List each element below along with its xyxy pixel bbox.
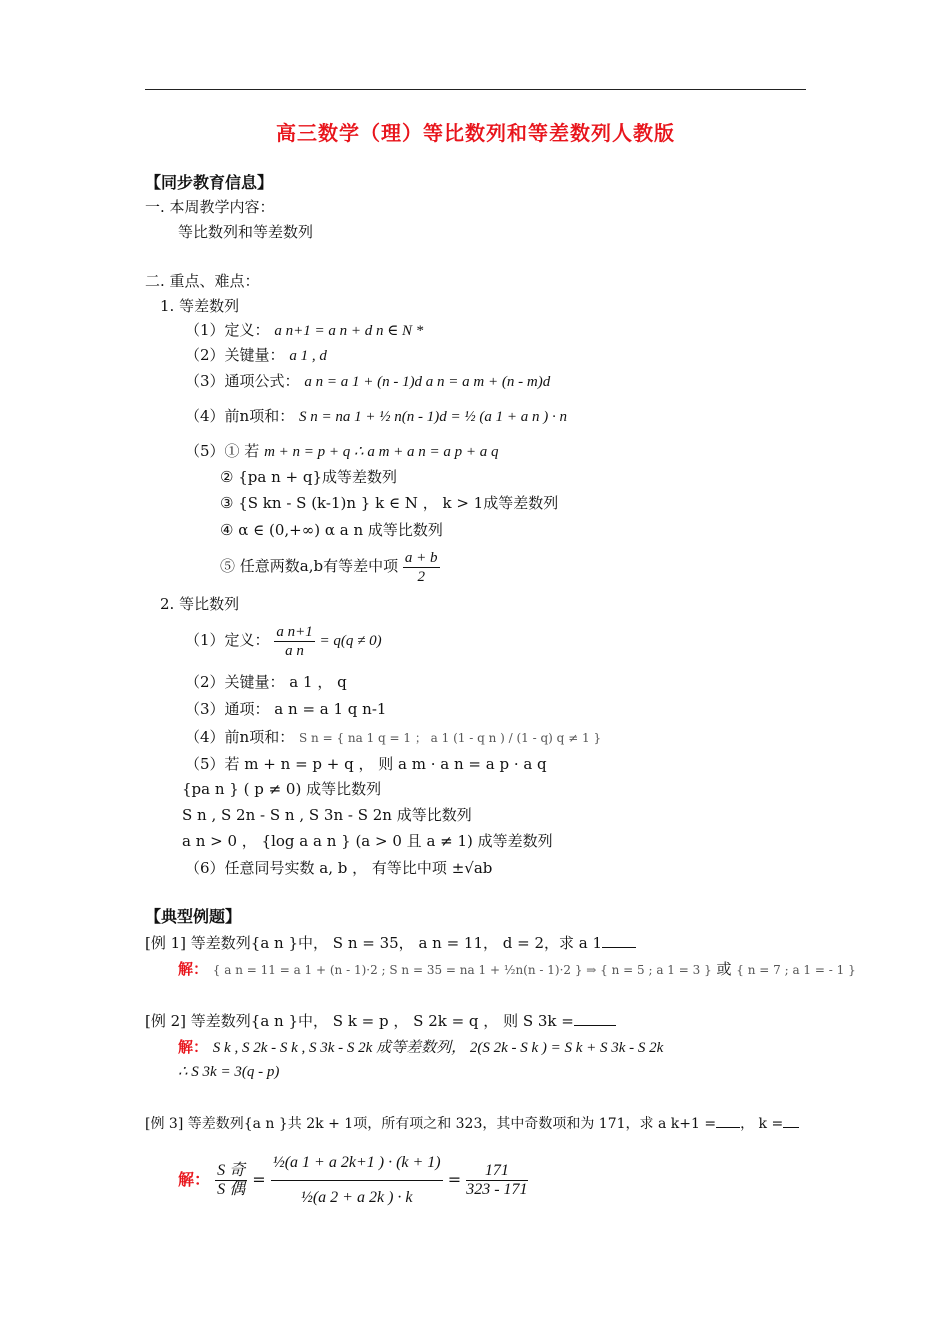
geom-general: （3）通项： a n = a 1 q n-1 bbox=[185, 700, 387, 718]
arith-p5-4: ④ α ∈ (0,+∞) α a n 成等比数列 bbox=[220, 521, 443, 539]
geom-def-num: a n+1 bbox=[276, 623, 313, 640]
ex2-question: [例 2] 等差数列{a n }中， S k = p ， S 2k = q ， 则 S 3k = bbox=[145, 1012, 574, 1030]
ex3-jie-label: 解： bbox=[178, 1170, 211, 1189]
ex3-lhs-num: S 奇 bbox=[217, 1162, 246, 1179]
ex3-blank-2 bbox=[783, 1113, 799, 1128]
example-1 bbox=[145, 933, 636, 953]
geom-def-den: a n bbox=[285, 642, 304, 659]
arith-def-formula: a n+1 = a n + d n ∈ N * bbox=[274, 323, 424, 339]
ex1-or: 或 bbox=[716, 960, 732, 978]
ex1-question: [例 1] 等差数列{a n }中， S n = 35， a n = 11， d = 2，求 a 1 bbox=[145, 934, 603, 952]
arith-def bbox=[185, 320, 423, 341]
geom-sum-formula: S n = { na 1 q = 1 ； a 1 (1 - q n ) / (1 - q) q ≠ 1 } bbox=[299, 731, 602, 745]
ex3-question: [例 3] 等差数列{a n }共 2k + 1项，所有项之和 323，其中奇数项和为 171，求 a k+1 = bbox=[145, 1116, 717, 1132]
section-sync-info: 【同步教育信息】 bbox=[145, 173, 274, 192]
geom-p5-a: {pa n } ( p ≠ 0) 成等比数列 bbox=[182, 780, 382, 798]
ex2-solution-result: ∴ S 3k = 3(q - p) bbox=[178, 1064, 280, 1080]
arith-key-label: （2）关键量： bbox=[185, 346, 285, 364]
geom-p6: （6）任意同号实数 a, b ， 有等比中项 ±√ab bbox=[185, 859, 493, 877]
arith-general-formula: a n = a 1 + (n - 1)d a n = a m + (n - m)d bbox=[304, 374, 551, 390]
arith-p5-label: （5）① 若 bbox=[185, 442, 260, 460]
ex3-rhs-fraction bbox=[466, 1162, 527, 1199]
ex3-mid-den: ½(a 2 + a 2k ) · k bbox=[300, 1189, 413, 1206]
ex1-solution bbox=[178, 959, 856, 980]
arith-p5-1 bbox=[185, 441, 499, 462]
arith-heading: 1. 等差数列 bbox=[160, 297, 240, 315]
section-examples: 【典型例题】 bbox=[145, 907, 242, 926]
arith-p5-2: ② {pa n + q}成等差数列 bbox=[220, 468, 397, 486]
ex1-solution-system: { a n = 11 = a 1 + (n - 1)·2 ; S n = 35 = na 1 + ½n(n - 1)·2 } ⇒ { n = 5 ; a 1 = 3 } bbox=[212, 963, 712, 977]
ex2-solution bbox=[178, 1037, 663, 1058]
geom-p5-b: S n , S 2n - S n , S 3n - S 2n 成等比数列 bbox=[182, 806, 472, 824]
page-title: 高三数学（理）等比数列和等差数列人教版 bbox=[276, 121, 675, 145]
geom-sum bbox=[185, 727, 601, 748]
arith-mean-den: 2 bbox=[417, 568, 425, 585]
geom-p5-c: a n > 0 ， {log a a n } (a > 0 且 a ≠ 1) 成等差数列 bbox=[182, 832, 553, 850]
arith-mean-num: a + b bbox=[404, 549, 438, 566]
arith-p5-5-label: ⑤ 任意两数a,b有等差中项 bbox=[220, 557, 399, 575]
arith-sum-formula: S n = na 1 + ½ n(n - 1)d = ½ (a 1 + a n ) · n bbox=[299, 409, 567, 425]
arith-sum bbox=[185, 406, 567, 427]
arith-def-label: （1）定义： bbox=[185, 321, 270, 339]
geom-def-rest: = q(q ≠ 0) bbox=[319, 633, 382, 649]
example-2 bbox=[145, 1011, 616, 1031]
arith-key bbox=[185, 345, 327, 366]
geom-key: （2）关键量： a 1 ， q bbox=[185, 673, 347, 691]
geom-def bbox=[185, 620, 382, 661]
arith-p5-formula: m + n = p + q ∴ a m + a n = a p + a q bbox=[264, 444, 499, 460]
example-3 bbox=[145, 1113, 799, 1134]
ex1-jie-label: 解： bbox=[178, 960, 209, 978]
top-rule bbox=[145, 89, 806, 90]
part1-content: 等比数列和等差数列 bbox=[178, 223, 314, 241]
arith-key-formula: a 1 , d bbox=[289, 348, 327, 364]
ex1-answer-blank bbox=[602, 933, 636, 948]
geom-def-fraction bbox=[274, 623, 314, 660]
arith-general-label: （3）通项公式： bbox=[185, 372, 300, 390]
part1-heading: 一. 本周教学内容： bbox=[145, 198, 275, 216]
arith-sum-label: （4）前n项和： bbox=[185, 407, 295, 425]
ex3-lhs-den: S 偶 bbox=[217, 1181, 246, 1198]
geom-heading: 2. 等比数列 bbox=[160, 595, 240, 613]
ex3-mid-num: ½(a 1 + a 2k+1 ) · (k + 1) bbox=[271, 1154, 443, 1181]
ex2-answer-blank bbox=[574, 1011, 616, 1026]
arith-mean-fraction bbox=[403, 549, 440, 586]
geom-sum-label: （4）前n项和： bbox=[185, 728, 295, 746]
ex3-rhs-num: 171 bbox=[466, 1162, 527, 1181]
part2-heading: 二. 重点、难点： bbox=[145, 272, 260, 290]
arith-p5-5 bbox=[220, 546, 440, 586]
ex2-solution-text: S k , S 2k - S k , S 3k - S 2k 成等差数列， 2(S 2k - S k ) = S k + S 3k - S 2k bbox=[212, 1040, 664, 1056]
geom-p5: （5）若 m + n = p + q ， 则 a m · a n = a p · a q bbox=[185, 755, 547, 773]
geom-def-label: （1）定义： bbox=[185, 631, 270, 649]
arith-p5-3: ③ {S kn - S (k-1)n } k ∈ N ， k > 1成等差数列 bbox=[220, 494, 559, 512]
ex3-rhs-den: 323 - 171 bbox=[466, 1181, 528, 1198]
ex3-eq-2: = bbox=[447, 1170, 462, 1189]
ex3-mid-fraction bbox=[271, 1154, 443, 1207]
ex2-jie-label: 解： bbox=[178, 1038, 209, 1056]
arith-general bbox=[185, 371, 550, 392]
ex1-solution-alt: { n = 7 ; a 1 = - 1 } bbox=[736, 963, 856, 977]
ex3-question-tail: ， k = bbox=[740, 1116, 784, 1132]
ex3-solution bbox=[178, 1140, 528, 1220]
ex3-lhs-fraction bbox=[215, 1162, 247, 1199]
ex3-eq-1: = bbox=[252, 1170, 266, 1189]
ex3-blank-1 bbox=[716, 1113, 740, 1128]
